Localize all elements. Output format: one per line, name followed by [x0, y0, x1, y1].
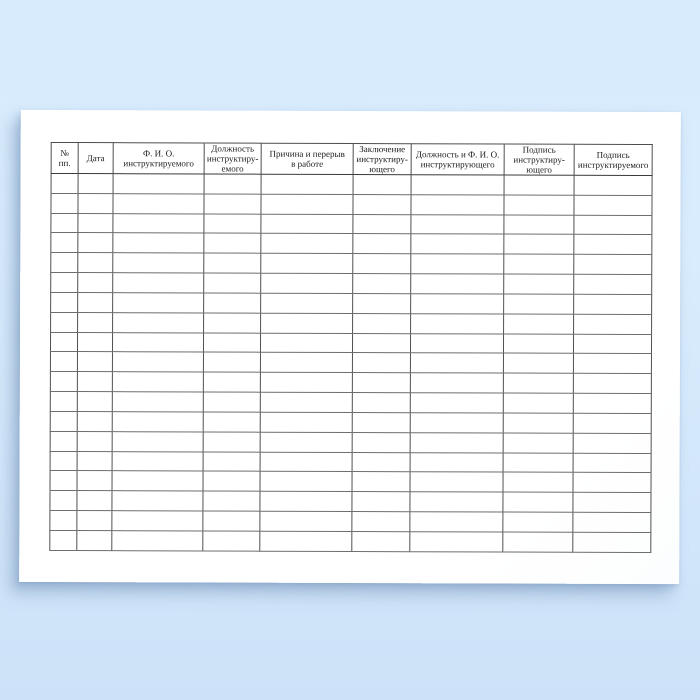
table-cell [260, 432, 352, 452]
table-cell [50, 332, 77, 352]
table-cell [77, 511, 112, 531]
table-cell [410, 333, 503, 353]
table-cell [353, 214, 411, 234]
table-cell [203, 491, 260, 511]
table-cell [203, 531, 260, 551]
table-cell [112, 471, 203, 491]
table-cell [260, 491, 352, 511]
table-cell [353, 175, 411, 195]
table-cell [77, 352, 112, 372]
table-cell [353, 194, 411, 214]
table-cell [204, 253, 261, 273]
table-cell [352, 512, 410, 532]
table-cell [50, 411, 77, 431]
table-cell [410, 393, 503, 413]
table-cell [51, 213, 78, 233]
table-cell [503, 532, 573, 552]
table-cell [503, 433, 573, 453]
table-cell [112, 412, 203, 432]
table-cell [78, 293, 113, 313]
table-row-1 [51, 173, 652, 195]
column-header-4: Должность инструктиру- емого [204, 143, 261, 174]
paper-sheet [19, 110, 681, 584]
table-cell [504, 195, 574, 215]
table-cell [112, 511, 203, 531]
table-cell [113, 233, 204, 253]
table-cell [411, 195, 504, 215]
table-cell [352, 531, 410, 551]
table-cell [50, 491, 77, 511]
table-cell [203, 432, 260, 452]
table-cell [112, 451, 203, 471]
table-cell [77, 411, 112, 431]
table-cell [113, 312, 204, 332]
table-cell [504, 294, 574, 314]
table-cell [260, 511, 352, 531]
table-row-12 [50, 392, 651, 414]
table-cell [573, 433, 651, 453]
table-cell [410, 532, 503, 552]
table-cell [50, 530, 77, 550]
table-header [51, 142, 652, 175]
table-row-4 [51, 233, 652, 255]
table-cell [574, 235, 652, 255]
column-header-9: Подпись инструктируемого [574, 144, 652, 175]
table-cell [504, 314, 574, 334]
table-cell [504, 235, 574, 255]
table-cell [573, 354, 651, 374]
table-cell [573, 512, 651, 532]
table-header-row [51, 142, 652, 175]
table-cell [573, 393, 651, 413]
table-cell [503, 413, 573, 433]
table-cell [410, 353, 503, 373]
table-cell [78, 174, 113, 194]
table-cell [574, 314, 652, 334]
table-cell [353, 234, 411, 254]
table-cell [352, 353, 410, 373]
table-cell [503, 492, 573, 512]
table-cell [410, 413, 503, 433]
table-cell [574, 274, 652, 294]
table-row-9 [50, 332, 651, 354]
table-row-2 [51, 193, 652, 215]
table-cell [410, 432, 503, 452]
table-cell [411, 234, 504, 254]
table-cell [503, 512, 573, 532]
column-header-3: Ф. И. О. инструктируемого [113, 143, 204, 174]
column-header-1: № пп. [51, 142, 78, 173]
table-cell [78, 193, 113, 213]
table-cell [260, 353, 352, 373]
table-cell [574, 294, 652, 314]
table-cell [112, 491, 203, 511]
table-cell [260, 531, 352, 551]
table-cell [77, 451, 112, 471]
column-header-5: Причина и перерыв в работе [261, 143, 353, 174]
table-cell [203, 511, 260, 531]
table-row-14 [50, 431, 651, 453]
column-header-2: Дата [78, 143, 113, 174]
table-cell [573, 473, 651, 493]
table-cell [352, 393, 410, 413]
table-cell [113, 194, 204, 214]
table-cell [411, 214, 504, 234]
table-cell [410, 373, 503, 393]
table-cell [352, 333, 410, 353]
table-row-7 [51, 292, 652, 314]
table-cell [504, 274, 574, 294]
table-cell [203, 412, 260, 432]
table-cell [352, 452, 410, 472]
table-cell [78, 253, 113, 273]
table-cell [411, 314, 504, 334]
table-cell [504, 254, 574, 274]
table-cell [410, 452, 503, 472]
table-cell [573, 413, 651, 433]
table-cell [261, 234, 353, 254]
table-cell [78, 312, 113, 332]
table-cell [203, 392, 260, 412]
table-cell [204, 233, 261, 253]
table-cell [113, 174, 204, 194]
table-cell [50, 451, 77, 471]
table-cell [503, 393, 573, 413]
table-cell [51, 292, 78, 312]
table-cell [503, 373, 573, 393]
table-cell [112, 352, 203, 372]
table-cell [504, 175, 574, 195]
table-cell [503, 453, 573, 473]
table-cell [50, 392, 77, 412]
table-cell [260, 372, 352, 392]
table-cell [261, 174, 353, 194]
table-cell [411, 175, 504, 195]
table-cell [50, 511, 77, 531]
table-cell [353, 293, 411, 313]
table-cell [574, 215, 652, 235]
table-cell [260, 452, 352, 472]
table-cell [352, 432, 410, 452]
table-cell [261, 313, 353, 333]
table-cell [573, 532, 651, 552]
table-cell [352, 472, 410, 492]
table-row-13 [50, 411, 651, 433]
table-cell [113, 293, 204, 313]
table-cell [78, 213, 113, 233]
table-cell [78, 233, 113, 253]
table-cell [411, 254, 504, 274]
table-row-6 [51, 273, 652, 295]
table-cell [410, 492, 503, 512]
table-cell [51, 173, 78, 193]
table-row-19 [50, 530, 651, 552]
table-cell [203, 452, 260, 472]
table-cell [112, 372, 203, 392]
table-cell [260, 392, 352, 412]
table-cell [113, 213, 204, 233]
table-cell [352, 412, 410, 432]
table-cell [203, 333, 260, 353]
table-cell [50, 471, 77, 491]
table-cell [50, 372, 77, 392]
table-cell [113, 253, 204, 273]
table-cell [574, 195, 652, 215]
table-cell [353, 313, 411, 333]
table-cell [260, 412, 352, 432]
table-cell [204, 293, 261, 313]
table-cell [203, 352, 260, 372]
table-cell [353, 254, 411, 274]
table-cell [50, 352, 77, 372]
table-cell [78, 273, 113, 293]
table-cell [574, 255, 652, 275]
table-cell [503, 353, 573, 373]
table-row-3 [51, 213, 652, 235]
column-header-6: Заключение инструктиру- ющего [353, 144, 411, 175]
table-cell [77, 332, 112, 352]
table-cell [352, 492, 410, 512]
table-cell [204, 214, 261, 234]
table-row-8 [51, 312, 652, 334]
table-cell [411, 294, 504, 314]
table-cell [411, 274, 504, 294]
table-row-10 [50, 352, 651, 374]
table-cell [112, 392, 203, 412]
table-cell [112, 431, 203, 451]
table-cell [261, 254, 353, 274]
table-cell [260, 333, 352, 353]
table-row-11 [50, 372, 651, 394]
table-cell [77, 530, 112, 550]
table-cell [261, 273, 353, 293]
table-cell [574, 175, 652, 195]
table-row-16 [50, 471, 651, 493]
column-header-7: Должность и Ф. И. О. инструктирующего [411, 144, 504, 175]
table-cell [353, 274, 411, 294]
table-row-15 [50, 451, 651, 473]
table-cell [261, 194, 353, 214]
table-cell [51, 193, 78, 213]
table-cell [352, 373, 410, 393]
table-cell [503, 472, 573, 492]
table-cell [204, 273, 261, 293]
table-cell [112, 531, 203, 551]
table-cell [203, 372, 260, 392]
table-cell [77, 471, 112, 491]
table-row-18 [50, 511, 651, 533]
table-cell [77, 372, 112, 392]
table-cell [204, 194, 261, 214]
table-cell [410, 512, 503, 532]
table-cell [261, 214, 353, 234]
table-cell [77, 392, 112, 412]
table-cell [77, 491, 112, 511]
table-cell [573, 493, 651, 513]
table-cell [112, 332, 203, 352]
table-cell [203, 471, 260, 491]
table-cell [204, 174, 261, 194]
table-cell [51, 253, 78, 273]
instruction-log-table [49, 142, 652, 553]
table-cell [51, 273, 78, 293]
table-body [50, 173, 652, 552]
table-cell [573, 374, 651, 394]
column-header-8: Подпись инструктиру- ющего [504, 144, 574, 175]
table-cell [77, 431, 112, 451]
table-cell [573, 334, 651, 354]
table-cell [503, 334, 573, 354]
table-cell [261, 293, 353, 313]
table-cell [51, 233, 78, 253]
table-row-5 [51, 253, 652, 275]
table-cell [260, 472, 352, 492]
table-cell [504, 215, 574, 235]
table-cell [204, 313, 261, 333]
table-cell [113, 273, 204, 293]
table-row-17 [50, 491, 651, 513]
table-cell [410, 472, 503, 492]
table-cell [50, 431, 77, 451]
table-cell [573, 453, 651, 473]
table-cell [51, 312, 78, 332]
